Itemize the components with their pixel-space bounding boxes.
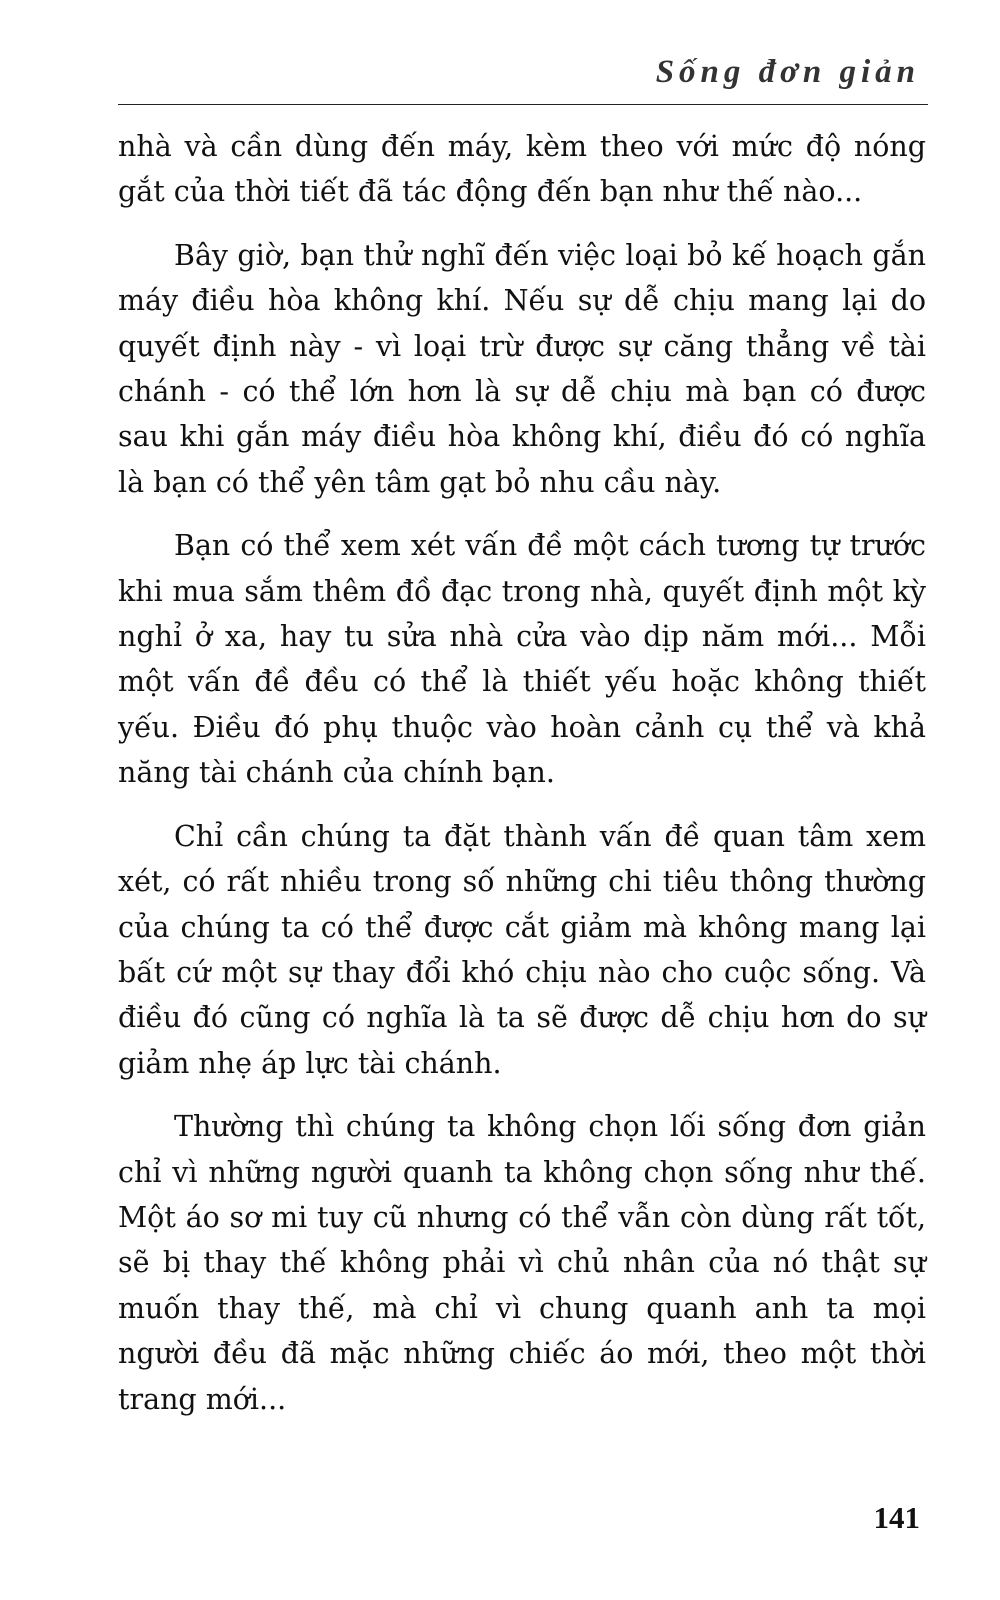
page-number: 141 [873, 1500, 920, 1535]
paragraph-continued: nhà và cần dùng đến máy, kèm theo với mức độ nóng gắt của thời tiết đã tác động đến bạn như thế nào... [118, 130, 926, 209]
body-text [118, 124, 926, 1440]
paragraph: Chỉ cần chúng ta đặt thành vấn đề quan tâm xem xét, có rất nhiều trong số những chi tiêu thông thường của chúng ta có thể được cắt giảm mà không mang lại bất cứ một sự thay đổi khó chịu nào cho cuộc sống. Và điều đó cũng có nghĩa là ta sẽ được dễ chịu hơn do sự giảm nhẹ áp lực tài chánh. [118, 819, 926, 1080]
paragraph: Bạn có thể xem xét vấn đề một cách tương tự trước khi mua sắm thêm đồ đạc trong nhà, quyết định một kỳ nghỉ ở xa, hay tu sửa nhà cửa vào dịp năm mới... Mỗi một vấn đề đều có thể là thiết yếu hoặc không thiết yếu. Điều đó phụ thuộc vào hoàn cảnh cụ thể và khả năng tài chánh của chính bạn. [118, 529, 926, 790]
running-title: Sống đơn giản [655, 54, 920, 90]
paragraph: Bây giờ, bạn thử nghĩ đến việc loại bỏ kế hoạch gắn máy điều hòa không khí. Nếu sự dễ chịu mang lại do quyết định này - vì loại trừ được sự căng thẳng về tài chánh - có thể lớn hơn là sự dễ chịu mà bạn có được sau khi gắn máy điều hòa không khí, điều đó có nghĩa là bạn có thể yên tâm gạt bỏ nhu cầu này. [118, 238, 926, 499]
running-header [118, 50, 928, 105]
paragraph: Thường thì chúng ta không chọn lối sống đơn giản chỉ vì những người quanh ta không chọn sống như thế. Một áo sơ mi tuy cũ nhưng có thể vẫn còn dùng rất tốt, sẽ bị thay thế không phải vì chủ nhân của nó thật sự muốn thay thế, mà chỉ vì chung quanh anh ta mọi người đều đã mặc những chiếc áo mới, theo một thời trang mới... [118, 1110, 926, 1416]
